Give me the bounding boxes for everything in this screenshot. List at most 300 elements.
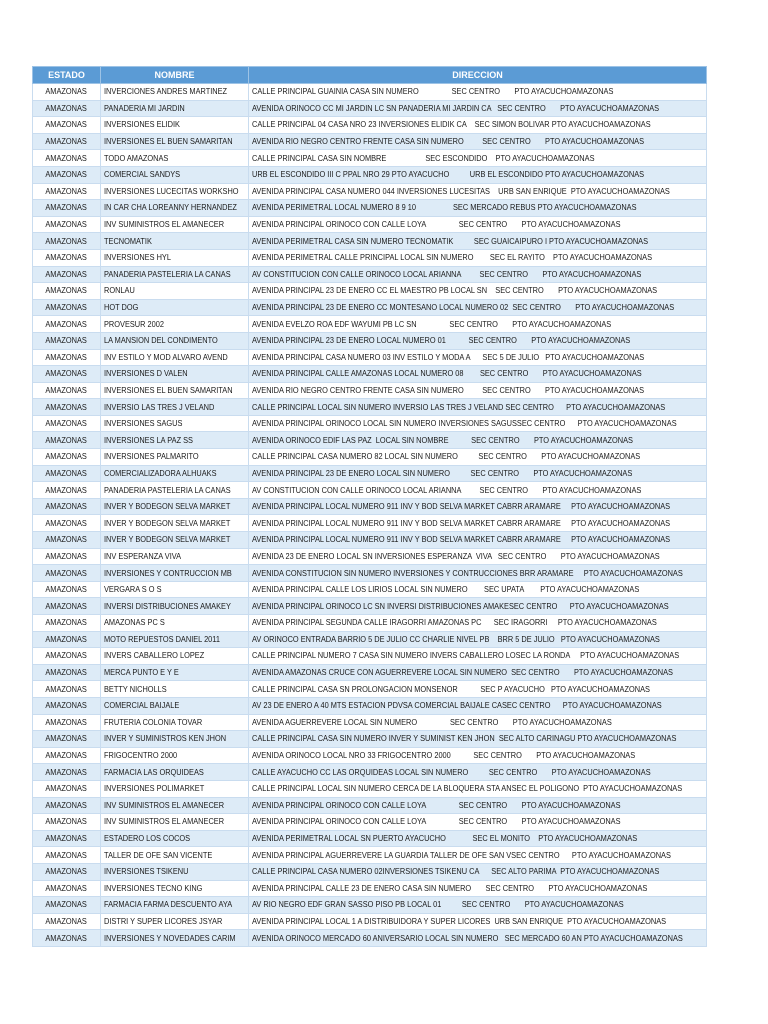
cell-direccion[interactable] (249, 548, 707, 565)
cell-direccion[interactable] (249, 249, 707, 266)
cell-estado[interactable] (33, 764, 101, 781)
cell-nombre[interactable] (101, 697, 249, 714)
cell-direccion[interactable] (249, 830, 707, 847)
cell-nombre[interactable] (101, 482, 249, 499)
cell-direccion[interactable] (249, 532, 707, 549)
cell-estado-text: AMAZONAS (45, 219, 88, 230)
cell-estado[interactable] (33, 266, 101, 283)
cell-direccion[interactable] (249, 399, 707, 416)
cell-direccion[interactable] (249, 415, 707, 432)
table-row[interactable] (33, 150, 707, 167)
cell-direccion[interactable] (249, 498, 707, 515)
table-row[interactable] (33, 299, 707, 316)
cell-direccion[interactable] (249, 581, 707, 598)
cell-direccion-text: AV CONSTITUCION CON CALLE ORINOCO LOCAL ARIANNA SEC CENTRO PTO AYACUCHOAMAZONAS (252, 268, 642, 279)
cell-estado[interactable] (33, 747, 101, 764)
cell-nombre[interactable] (101, 863, 249, 880)
cell-estado[interactable] (33, 432, 101, 449)
table-row[interactable] (33, 366, 707, 383)
cell-nombre-text: INVERSIONES LA PAZ SS (104, 434, 193, 445)
table-row[interactable] (33, 399, 707, 416)
cell-direccion-text: URB EL ESCONDIDO III C PPAL NRO 29 PTO AYACUCHO URB EL ESCONDIDO PTO AYACUCHOAMAZONAS (252, 169, 645, 180)
cell-estado-text: AMAZONAS (45, 434, 88, 445)
cell-nombre[interactable] (101, 299, 249, 316)
cell-direccion[interactable] (249, 863, 707, 880)
table-row[interactable] (33, 731, 707, 748)
cell-direccion[interactable] (249, 150, 707, 167)
cell-nombre-text: FARMACIA FARMA DESCUENTO AYA (104, 899, 233, 910)
cell-estado[interactable] (33, 482, 101, 499)
cell-direccion[interactable] (249, 299, 707, 316)
cell-nombre-text: INVERSIONES TSIKENU (104, 866, 189, 877)
cell-estado[interactable] (33, 913, 101, 930)
cell-estado-text: AMAZONAS (45, 351, 88, 362)
cell-direccion[interactable] (249, 432, 707, 449)
cell-estado[interactable] (33, 216, 101, 233)
cell-nombre-text: PANADERIA MI JARDIN (104, 102, 185, 113)
cell-direccion-text: CALLE PRINCIPAL GUAINIA CASA SIN NUMERO SEC CENTRO PTO AYACUCHOAMAZONAS (252, 86, 614, 97)
cell-direccion[interactable] (249, 316, 707, 333)
cell-estado-text: AMAZONAS (45, 384, 88, 395)
cell-estado[interactable] (33, 200, 101, 217)
cell-direccion-text: AVENIDA PRINCIPAL AGUERREVERE LA GUARDIA TALLER DE OFE SAN VSEC CENTRO PTO AYACUCHOAMAZONAS (252, 849, 671, 860)
cell-direccion[interactable] (249, 697, 707, 714)
cell-direccion[interactable] (249, 565, 707, 582)
cell-estado[interactable] (33, 349, 101, 366)
cell-nombre[interactable] (101, 664, 249, 681)
cell-estado[interactable] (33, 847, 101, 864)
cell-nombre[interactable] (101, 764, 249, 781)
cell-nombre[interactable] (101, 913, 249, 930)
cell-nombre[interactable] (101, 366, 249, 383)
cell-direccion[interactable] (249, 515, 707, 532)
cell-estado-text: AMAZONAS (45, 700, 88, 711)
cell-estado[interactable] (33, 515, 101, 532)
cell-direccion-text: CALLE PRINCIPAL NUMERO 7 CASA SIN NUMERO INVERS CABALLERO LOSEC LA RONDA PTO AYACUCHOAMAZONAS (252, 650, 680, 661)
table-row[interactable] (33, 747, 707, 764)
cell-direccion-text: AVENIDA PRINCIPAL LOCAL NUMERO 911 INV Y BOD SELVA MARKET CABRR ARAMARE PTO AYACUCHOAMAZONAS (252, 534, 671, 545)
cell-estado[interactable] (33, 548, 101, 565)
cell-nombre[interactable] (101, 731, 249, 748)
cell-nombre[interactable] (101, 233, 249, 250)
table-row[interactable] (33, 84, 707, 101)
cell-estado[interactable] (33, 780, 101, 797)
cell-estado[interactable] (33, 84, 101, 101)
table-body (33, 84, 707, 947)
cell-nombre-text: PROVESUR 2002 (104, 318, 164, 329)
cell-estado[interactable] (33, 897, 101, 914)
cell-estado-text: AMAZONAS (45, 285, 88, 296)
table-row[interactable] (33, 664, 707, 681)
cell-nombre[interactable] (101, 449, 249, 466)
column-header-nombre[interactable]: NOMBRE (101, 67, 249, 84)
cell-nombre-text: FRUTERIA COLONIA TOVAR (104, 716, 203, 727)
cell-direccion[interactable] (249, 100, 707, 117)
cell-estado[interactable] (33, 581, 101, 598)
cell-estado[interactable] (33, 648, 101, 665)
cell-estado[interactable] (33, 449, 101, 466)
cell-direccion[interactable] (249, 897, 707, 914)
cell-direccion-text: AVENIDA PRINCIPAL CALLE LOS LIRIOS LOCAL SIN NUMERO SEC UPATA PTO AYACUCHOAMAZONAS (252, 584, 640, 595)
cell-estado[interactable] (33, 465, 101, 482)
table-row[interactable] (33, 697, 707, 714)
cell-direccion-text: CALLE PRINCIPAL LOCAL SIN NUMERO INVERSIO LAS TRES J VELAND SEC CENTRO PTO AYACUCHOAMAZONAS (252, 401, 666, 412)
cell-estado-text: AMAZONAS (45, 766, 88, 777)
table-row[interactable] (33, 581, 707, 598)
cell-direccion-text: CALLE AYACUCHO CC LAS ORQUIDEAS LOCAL SIN NUMERO SEC CENTRO PTO AYACUCHOAMAZONAS (252, 766, 651, 777)
data-table (32, 66, 707, 947)
cell-estado-text: AMAZONAS (45, 467, 88, 478)
cell-nombre-text: COMERCIALIZADORA ALHUAKS (104, 467, 217, 478)
cell-nombre[interactable] (101, 548, 249, 565)
table-row[interactable] (33, 565, 707, 582)
cell-estado[interactable] (33, 415, 101, 432)
cell-estado[interactable] (33, 714, 101, 731)
cell-direccion[interactable] (249, 266, 707, 283)
cell-direccion-text: AVENIDA AMAZONAS CRUCE CON AGUERREVERE LOCAL SIN NUMERO SEC CENTRO PTO AYACUCHOAMAZONAS (252, 667, 673, 678)
cell-direccion[interactable] (249, 283, 707, 300)
cell-estado-text: AMAZONAS (45, 152, 88, 163)
table-row[interactable] (33, 598, 707, 615)
table-header (33, 67, 707, 84)
table-row[interactable] (33, 814, 707, 831)
table-row[interactable] (33, 548, 707, 565)
cell-direccion-text: AVENIDA PRINCIPAL LOCAL NUMERO 911 INV Y BOD SELVA MARKET CABRR ARAMARE PTO AYACUCHOAMAZONAS (252, 501, 671, 512)
cell-nombre[interactable] (101, 316, 249, 333)
cell-nombre-text: INVERSIONES ELIDIK (104, 119, 180, 130)
cell-nombre[interactable] (101, 830, 249, 847)
cell-estado-text: AMAZONAS (45, 866, 88, 877)
cell-estado-text: AMAZONAS (45, 783, 88, 794)
cell-estado[interactable] (33, 249, 101, 266)
cell-direccion[interactable] (249, 465, 707, 482)
cell-nombre-text: INVERSIONES D VALEN (104, 368, 188, 379)
table-row[interactable] (33, 482, 707, 499)
column-header-estado[interactable]: ESTADO (33, 67, 101, 84)
cell-direccion-text: CALLE PRINCIPAL CASA NUMERO 82 LOCAL SIN NUMERO SEC CENTRO PTO AYACUCHOAMAZONAS (252, 451, 641, 462)
cell-estado[interactable] (33, 830, 101, 847)
table-row[interactable] (33, 681, 707, 698)
cell-estado[interactable] (33, 681, 101, 698)
cell-estado-text: AMAZONAS (45, 799, 88, 810)
cell-estado-text: AMAZONAS (45, 683, 88, 694)
cell-nombre-text: INV SUMINISTROS EL AMANECER (104, 816, 225, 827)
cell-nombre-text: TODO AMAZONAS (104, 152, 169, 163)
cell-nombre[interactable] (101, 266, 249, 283)
cell-estado[interactable] (33, 532, 101, 549)
table-row[interactable] (33, 631, 707, 648)
table-row[interactable] (33, 897, 707, 914)
cell-direccion[interactable] (249, 747, 707, 764)
cell-nombre-text: COMERCIAL BAIJALE (104, 700, 180, 711)
cell-nombre[interactable] (101, 332, 249, 349)
cell-nombre[interactable] (101, 780, 249, 797)
cell-nombre[interactable] (101, 216, 249, 233)
cell-estado-text: AMAZONAS (45, 235, 88, 246)
table-row[interactable] (33, 316, 707, 333)
cell-estado[interactable] (33, 183, 101, 200)
table-row[interactable] (33, 797, 707, 814)
table-row[interactable] (33, 133, 707, 150)
cell-estado[interactable] (33, 100, 101, 117)
cell-direccion[interactable] (249, 349, 707, 366)
cell-direccion[interactable] (249, 814, 707, 831)
cell-estado[interactable] (33, 565, 101, 582)
cell-direccion[interactable] (249, 117, 707, 134)
cell-direccion[interactable] (249, 913, 707, 930)
cell-nombre-text: PANADERIA PASTELERIA LA CANAS (104, 268, 231, 279)
cell-direccion-text: AVENIDA PRINCIPAL LOCAL 1 A DISTRIBUIDORA Y SUPER LICORES URB SAN ENRIQUE PTO AYACUCHOAMAZONAS (252, 915, 667, 926)
cell-direccion-text: AVENIDA PRINCIPAL CALLE 23 DE ENERO CASA SIN NUMERO SEC CENTRO PTO AYACUCHOAMAZONAS (252, 882, 648, 893)
table-row[interactable] (33, 615, 707, 632)
cell-nombre[interactable] (101, 200, 249, 217)
cell-direccion[interactable] (249, 598, 707, 615)
cell-estado-text: AMAZONAS (45, 102, 88, 113)
cell-direccion[interactable] (249, 216, 707, 233)
cell-nombre[interactable] (101, 498, 249, 515)
cell-direccion[interactable] (249, 133, 707, 150)
cell-estado-text: AMAZONAS (45, 451, 88, 462)
table-row[interactable] (33, 780, 707, 797)
cell-direccion-text: AVENIDA 23 DE ENERO LOCAL SN INVERSIONES ESPERANZA VIVA SEC CENTRO PTO AYACUCHOAMAZONAS (252, 550, 660, 561)
cell-direccion-text: AVENIDA PRINCIPAL SEGUNDA CALLE IRAGORRI AMAZONAS PC SEC IRAGORRI PTO AYACUCHOAMAZONAS (252, 617, 657, 628)
cell-nombre[interactable] (101, 681, 249, 698)
cell-estado[interactable] (33, 664, 101, 681)
cell-estado[interactable] (33, 283, 101, 300)
cell-direccion[interactable] (249, 731, 707, 748)
cell-direccion-text: AVENIDA PRINCIPAL CALLE AMAZONAS LOCAL NUMERO 08 SEC CENTRO PTO AYACUCHOAMAZONAS (252, 368, 642, 379)
cell-estado[interactable] (33, 117, 101, 134)
cell-estado-text: AMAZONAS (45, 833, 88, 844)
cell-nombre[interactable] (101, 515, 249, 532)
cell-nombre[interactable] (101, 415, 249, 432)
cell-estado-text: AMAZONAS (45, 617, 88, 628)
cell-estado[interactable] (33, 598, 101, 615)
table-row[interactable] (33, 415, 707, 432)
cell-direccion-text: AV ORINOCO ENTRADA BARRIO 5 DE JULIO CC CHARLIE NIVEL PB BRR 5 DE JULIO PTO AYACUCHOAMAZONAS (252, 633, 660, 644)
cell-estado[interactable] (33, 150, 101, 167)
cell-estado-text: AMAZONAS (45, 733, 88, 744)
table-row[interactable] (33, 332, 707, 349)
cell-estado[interactable] (33, 631, 101, 648)
cell-nombre[interactable] (101, 880, 249, 897)
table-row[interactable] (33, 764, 707, 781)
cell-nombre[interactable] (101, 631, 249, 648)
cell-nombre-text: INVERSIONES SAGUS (104, 418, 183, 429)
table-row[interactable] (33, 913, 707, 930)
cell-direccion[interactable] (249, 847, 707, 864)
table-row[interactable] (33, 233, 707, 250)
table-row[interactable] (33, 266, 707, 283)
table-row[interactable] (33, 465, 707, 482)
cell-estado-text: AMAZONAS (45, 169, 88, 180)
cell-direccion[interactable] (249, 233, 707, 250)
cell-nombre[interactable] (101, 847, 249, 864)
cell-direccion[interactable] (249, 615, 707, 632)
cell-nombre[interactable] (101, 897, 249, 914)
cell-direccion[interactable] (249, 449, 707, 466)
table-row[interactable] (33, 830, 707, 847)
table-row[interactable] (33, 847, 707, 864)
cell-direccion[interactable] (249, 631, 707, 648)
cell-estado[interactable] (33, 797, 101, 814)
cell-nombre[interactable] (101, 283, 249, 300)
cell-nombre[interactable] (101, 432, 249, 449)
cell-direccion-text: AVENIDA ORINOCO MERCADO 60 ANIVERSARIO LOCAL SIN NUMERO SEC MERCADO 60 AN PTO AYACUCHOAMAZONAS (252, 932, 683, 943)
cell-direccion-text: CALLE PRINCIPAL CASA SIN NUMERO INVER Y SUMINIST KEN JHON SEC ALTO CARINAGU PTO AYACUCHOAMAZONAS (252, 733, 677, 744)
cell-direccion-text: AVENIDA PRINCIPAL 23 DE ENERO LOCAL SIN NUMERO SEC CENTRO PTO AYACUCHOAMAZONAS (252, 467, 633, 478)
table-row[interactable] (33, 100, 707, 117)
cell-estado-text: AMAZONAS (45, 202, 88, 213)
cell-nombre[interactable] (101, 814, 249, 831)
cell-nombre[interactable] (101, 183, 249, 200)
cell-nombre[interactable] (101, 150, 249, 167)
cell-direccion[interactable] (249, 714, 707, 731)
cell-nombre-text: INVER Y BODEGON SELVA MARKET (104, 501, 231, 512)
cell-nombre-text: FRIGOCENTRO 2000 (104, 750, 178, 761)
table-row[interactable] (33, 349, 707, 366)
cell-nombre-text: INVERCIONES ANDRES MARTINEZ (104, 86, 228, 97)
cell-nombre[interactable] (101, 565, 249, 582)
cell-nombre-text: INV SUMINISTROS EL AMANECER (104, 219, 225, 230)
cell-estado[interactable] (33, 166, 101, 183)
cell-nombre-text: TECNOMATIK (104, 235, 152, 246)
cell-nombre[interactable] (101, 117, 249, 134)
cell-estado-text: AMAZONAS (45, 252, 88, 263)
cell-estado-text: AMAZONAS (45, 302, 88, 313)
cell-estado[interactable] (33, 332, 101, 349)
table-row[interactable] (33, 216, 707, 233)
cell-nombre-text: INVERSIONES HYL (104, 252, 171, 263)
cell-estado[interactable] (33, 399, 101, 416)
cell-estado[interactable] (33, 233, 101, 250)
cell-nombre[interactable] (101, 615, 249, 632)
cell-estado[interactable] (33, 731, 101, 748)
cell-nombre[interactable] (101, 133, 249, 150)
cell-estado-text: AMAZONAS (45, 86, 88, 97)
cell-direccion[interactable] (249, 382, 707, 399)
table-row[interactable] (33, 382, 707, 399)
cell-direccion[interactable] (249, 200, 707, 217)
cell-nombre[interactable] (101, 465, 249, 482)
cell-nombre-text: INVERSIONES POLIMARKET (104, 783, 205, 794)
cell-nombre[interactable] (101, 399, 249, 416)
cell-direccion[interactable] (249, 166, 707, 183)
cell-direccion[interactable] (249, 880, 707, 897)
cell-estado-text: AMAZONAS (45, 716, 88, 727)
cell-direccion[interactable] (249, 664, 707, 681)
cell-estado[interactable] (33, 316, 101, 333)
cell-nombre[interactable] (101, 648, 249, 665)
cell-direccion-text: CALLE PRINCIPAL CASA SIN NOMBRE SEC ESCONDIDO PTO AYACUCHOAMAZONAS (252, 152, 595, 163)
cell-direccion[interactable] (249, 780, 707, 797)
cell-direccion[interactable] (249, 764, 707, 781)
cell-estado[interactable] (33, 299, 101, 316)
table-row[interactable] (33, 863, 707, 880)
cell-direccion-text: AVENIDA PRINCIPAL ORINOCO LC SN INVERSI DISTRIBUCIONES AMAKESEC CENTRO PTO AYACUCHOAMAZONAS (252, 600, 669, 611)
table-row[interactable] (33, 249, 707, 266)
cell-estado[interactable] (33, 814, 101, 831)
cell-estado-text: AMAZONAS (45, 650, 88, 661)
cell-direccion-text: AV CONSTITUCION CON CALLE ORINOCO LOCAL ARIANNA SEC CENTRO PTO AYACUCHOAMAZONAS (252, 484, 642, 495)
table-row[interactable] (33, 880, 707, 897)
cell-nombre[interactable] (101, 930, 249, 947)
cell-direccion[interactable] (249, 648, 707, 665)
cell-nombre-text: INVERSIONES Y CONTRUCCION MB (104, 567, 232, 578)
cell-estado[interactable] (33, 880, 101, 897)
cell-nombre-text: INVER Y SUMINISTROS KEN JHON (104, 733, 227, 744)
table-row[interactable] (33, 515, 707, 532)
cell-direccion[interactable] (249, 84, 707, 101)
cell-nombre[interactable] (101, 100, 249, 117)
cell-nombre[interactable] (101, 532, 249, 549)
table-row[interactable] (33, 200, 707, 217)
cell-nombre[interactable] (101, 797, 249, 814)
table-row[interactable] (33, 432, 707, 449)
cell-nombre[interactable] (101, 166, 249, 183)
cell-estado[interactable] (33, 863, 101, 880)
cell-nombre[interactable] (101, 714, 249, 731)
cell-estado-text: AMAZONAS (45, 268, 88, 279)
cell-nombre[interactable] (101, 598, 249, 615)
table-row[interactable] (33, 166, 707, 183)
table-row[interactable] (33, 498, 707, 515)
cell-estado[interactable] (33, 366, 101, 383)
table-row[interactable] (33, 930, 707, 947)
cell-estado[interactable] (33, 498, 101, 515)
cell-direccion-text: CALLE PRINCIPAL 04 CASA NRO 23 INVERSIONES ELIDIK CA SEC SIMON BOLIVAR PTO AYACUCHOAMAZONAS (252, 119, 651, 130)
cell-nombre[interactable] (101, 382, 249, 399)
table-row[interactable] (33, 648, 707, 665)
cell-estado[interactable] (33, 133, 101, 150)
cell-estado[interactable] (33, 930, 101, 947)
table-row[interactable] (33, 449, 707, 466)
header-row (33, 67, 707, 84)
cell-direccion-text: AVENIDA PERIMETRAL CASA SIN NUMERO TECNOMATIK SEC GUAICAIPURO I PTO AYACUCHOAMAZONAS (252, 235, 649, 246)
cell-direccion[interactable] (249, 366, 707, 383)
cell-direccion[interactable] (249, 482, 707, 499)
cell-direccion[interactable] (249, 797, 707, 814)
cell-estado[interactable] (33, 382, 101, 399)
table-row[interactable] (33, 117, 707, 134)
cell-nombre[interactable] (101, 249, 249, 266)
cell-nombre-text: INVER Y BODEGON SELVA MARKET (104, 517, 231, 528)
cell-direccion-text: AV 23 DE ENERO A 40 MTS ESTACION PDVSA COMERCIAL BAIJALE CASEC CENTRO PTO AYACUCHOAMAZONAS (252, 700, 662, 711)
cell-direccion[interactable] (249, 332, 707, 349)
cell-estado-text: AMAZONAS (45, 915, 88, 926)
cell-direccion-text: AV RIO NEGRO EDF GRAN SASSO PISO PB LOCAL 01 SEC CENTRO PTO AYACUCHOAMAZONAS (252, 899, 624, 910)
cell-estado-text: AMAZONAS (45, 567, 88, 578)
column-header-direccion[interactable]: DIRECCION (249, 67, 707, 84)
cell-estado[interactable] (33, 697, 101, 714)
table-row[interactable] (33, 532, 707, 549)
cell-estado[interactable] (33, 615, 101, 632)
cell-direccion[interactable] (249, 681, 707, 698)
cell-estado-text: AMAZONAS (45, 418, 88, 429)
cell-nombre[interactable] (101, 349, 249, 366)
cell-direccion[interactable] (249, 930, 707, 947)
table-row[interactable] (33, 714, 707, 731)
cell-nombre-text: COMERCIAL SANDYS (104, 169, 181, 180)
cell-nombre[interactable] (101, 84, 249, 101)
table-row[interactable] (33, 183, 707, 200)
cell-direccion-text: AVENIDA ORINOCO EDIF LAS PAZ LOCAL SIN NOMBRE SEC CENTRO PTO AYACUCHOAMAZONAS (252, 434, 633, 445)
cell-direccion[interactable] (249, 183, 707, 200)
cell-estado-text: AMAZONAS (45, 517, 88, 528)
table-row[interactable] (33, 283, 707, 300)
cell-nombre[interactable] (101, 747, 249, 764)
cell-nombre[interactable] (101, 581, 249, 598)
